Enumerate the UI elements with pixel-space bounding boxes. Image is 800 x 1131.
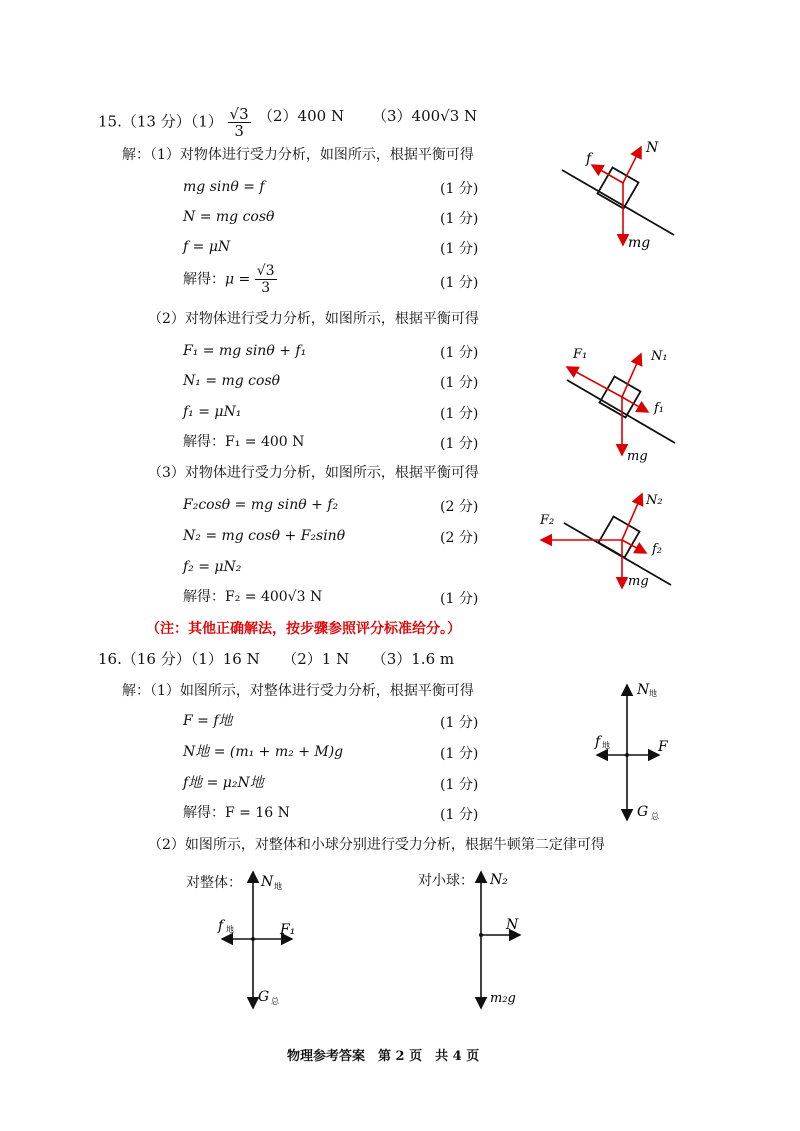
q16-p1-eq3: f地 = μ₂N地 — [183, 775, 264, 791]
q15-p2-score2: (1 分) — [440, 375, 479, 391]
q16-p1-eq2: N地 = (m₁ + m₂ + M)g — [183, 744, 344, 760]
label-F1: F₁ — [573, 347, 588, 362]
q15-p1-intro: 解：（1）对物体进行受力分析，如图所示，根据平衡可得 — [122, 147, 474, 163]
q15-note: （注：其他正确解法，按步骤参照评分标准给分。） — [146, 621, 461, 637]
q15-answer3: （3）400√3 N — [372, 107, 478, 125]
q16-p1-intro: 解：（1）如图所示，对整体进行受力分析，根据平衡可得 — [122, 683, 474, 699]
q15-p1-result: 解得：μ = $\frac{√3}{3}$ — [183, 263, 275, 296]
label-mg: mg — [628, 574, 649, 589]
label-F2: F₂ — [540, 513, 555, 528]
q16-p1-score1: (1 分) — [440, 715, 479, 731]
label-N-sub: 地 — [274, 882, 282, 891]
q15-p1-eq2: N = mg cosθ — [183, 209, 275, 225]
q15-fig3 — [536, 488, 686, 588]
q16-fig-whole — [218, 868, 328, 1013]
q16-p1-score3: (1 分) — [440, 777, 479, 793]
q15-answer2: （2）400 N — [258, 107, 345, 125]
q15-answer1: $\frac{√3}{3}$ — [229, 105, 249, 140]
label-f: f — [586, 151, 592, 167]
q16-p1-eq1: F = f地 — [183, 713, 233, 729]
q15-p2-score1: (1 分) — [440, 345, 479, 361]
label-N-sub: 地 — [649, 689, 657, 698]
label-G: G — [258, 989, 270, 1005]
q15-p1-eq1: mg sinθ = f — [183, 179, 265, 195]
q15-p3-eq2: N₂ = mg cosθ + F₂sinθ — [183, 528, 346, 544]
label-N: N — [637, 682, 650, 698]
label-f1: f₁ — [654, 401, 665, 416]
q15-p2-result: 解得：F₁ = 400 N — [183, 434, 305, 450]
label-m2g: m₂g — [490, 991, 516, 1006]
label-G-sub: 总 — [651, 812, 659, 821]
q15-p2-score3: (1 分) — [440, 406, 479, 422]
page-footer: 物理参考答案 第 2 页 共 4 页 — [287, 1049, 480, 1064]
label-N2: N₂ — [490, 872, 508, 888]
label-f-sub: 地 — [226, 925, 234, 934]
label-N1: N₁ — [651, 349, 668, 364]
label-F: F — [658, 739, 668, 755]
q15-fig1 — [540, 135, 690, 255]
q15-p2-eq1: F₁ = mg sinθ + f₁ — [183, 343, 307, 359]
q16-label-ball: 对小球： — [418, 873, 474, 889]
q15-p2-intro: （2）对物体进行受力分析，如图所示，根据平衡可得 — [148, 311, 479, 327]
q16-fig-right — [595, 680, 705, 825]
label-G-sub: 总 — [271, 997, 279, 1006]
q16-label-whole: 对整体： — [186, 875, 242, 891]
q15-p1-score3: (1 分) — [440, 241, 479, 257]
q15-p1-eq3: f = μN — [183, 239, 231, 255]
label-f: f — [218, 918, 224, 934]
applied-force — [567, 367, 622, 397]
q15-p3-eq1: F₂cosθ = mg sinθ + f₂ — [183, 497, 339, 513]
q16-p1-score2: (1 分) — [440, 746, 479, 762]
q15-p3-score2: (2 分) — [440, 530, 479, 546]
label-f2: f₂ — [652, 542, 663, 557]
q15-p3-intro: （3）对物体进行受力分析，如图所示，根据平衡可得 — [148, 465, 479, 481]
label-G: G — [637, 804, 649, 820]
label-N2: N₂ — [646, 493, 663, 508]
q15-p3-eq3: f₂ = μN₂ — [183, 559, 242, 575]
q15-p3-result: 解得：F₂ = 400√3 N — [183, 589, 323, 605]
label-F1: F₁ — [280, 922, 296, 938]
q15-p2-eq3: f₁ = μN₁ — [183, 404, 242, 420]
friction-force — [592, 165, 623, 183]
label-f: f — [595, 734, 601, 750]
block — [599, 517, 640, 558]
q16-p1-result: 解得：F = 16 N — [183, 805, 290, 821]
label-f-sub: 地 — [602, 741, 610, 750]
q15-title: 15.（13 分）（1） — [98, 112, 223, 131]
q15-fig2 — [555, 340, 695, 465]
q15-p3-score1: (2 分) — [440, 499, 479, 515]
q16-p1-score4: (1 分) — [440, 807, 479, 823]
q16-fig-ball — [470, 868, 550, 1013]
q15-p3-score4: (1 分) — [440, 591, 479, 607]
q15-header — [98, 106, 251, 139]
label-N: N — [646, 140, 659, 156]
q16-p2-intro: （2）如图所示，对整体和小球分别进行受力分析，根据牛顿第二定律可得 — [148, 837, 605, 853]
label-mg: mg — [627, 449, 648, 464]
label-mg: mg — [628, 235, 651, 251]
normal-force — [623, 147, 641, 183]
q15-p2-eq2: N₁ = mg cosθ — [183, 373, 281, 389]
label-N: N — [261, 874, 274, 890]
label-N: N — [506, 917, 519, 933]
q15-p2-score4: (1 分) — [440, 436, 479, 452]
q15-p1-score4: (1 分) — [440, 275, 479, 291]
q15-p1-score2: (1 分) — [440, 211, 479, 227]
q15-p1-score1: (1 分) — [440, 181, 479, 197]
q16-header: 16.（16 分）（1）16 N （2）1 N （3）1.6 m — [98, 650, 455, 668]
